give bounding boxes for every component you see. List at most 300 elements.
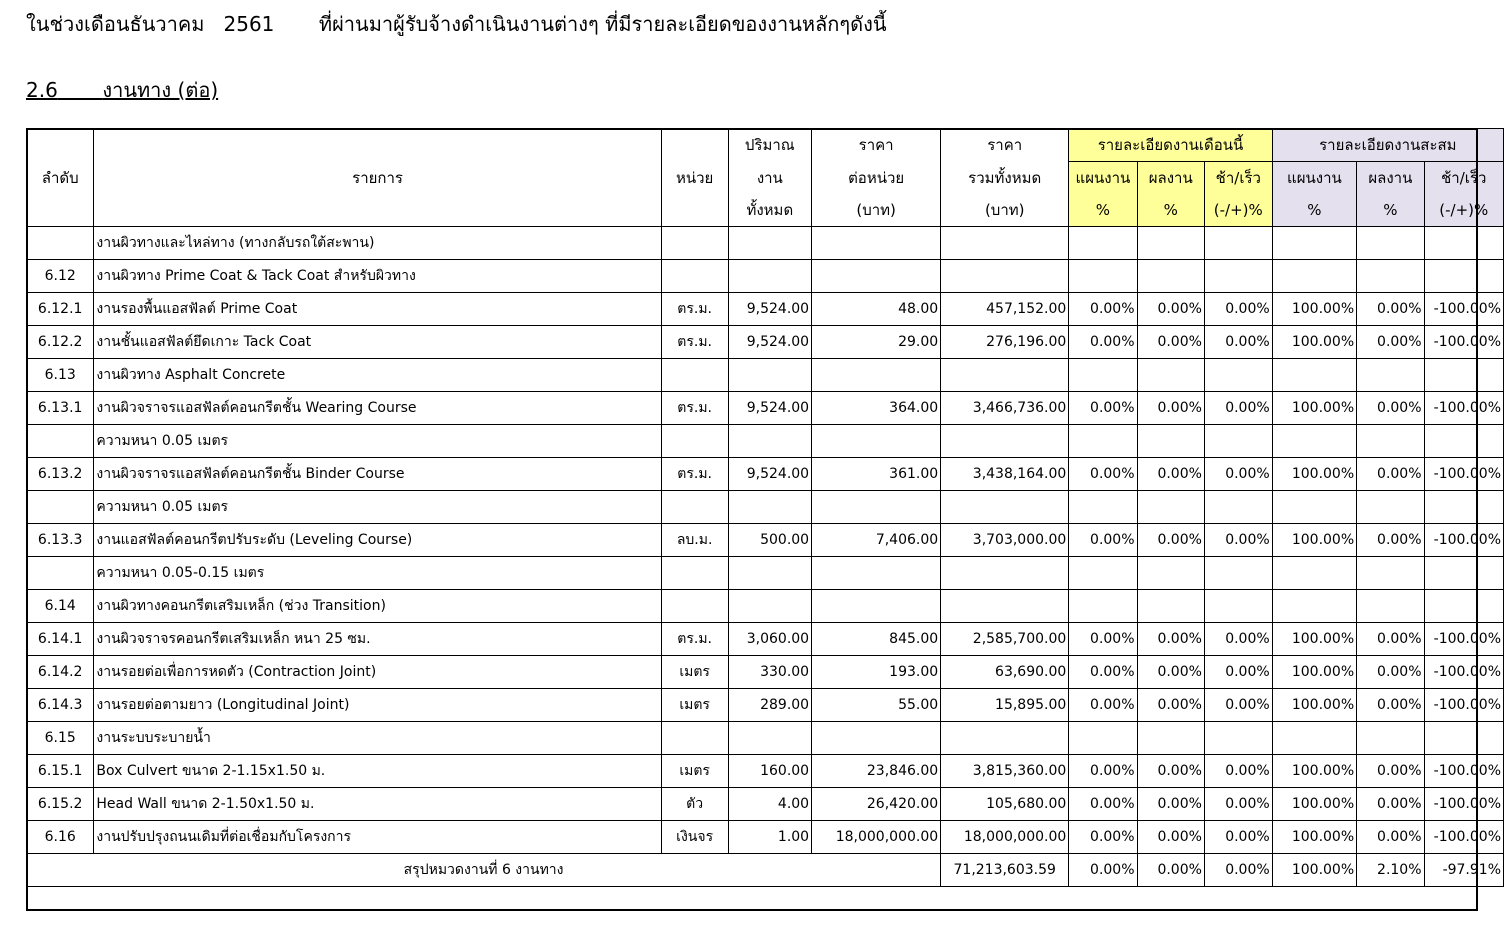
row-item-extra: [419, 425, 662, 458]
row-item: งานผิวทาง Asphalt Concrete: [94, 359, 419, 392]
row-total-price: [941, 557, 1069, 590]
row-item: งานผิวทาง Prime Coat & Tack Coat สำหรับผิวทาง: [94, 260, 419, 293]
row-month-plan: 0.00%: [1069, 623, 1137, 656]
row-month-plan: 0.00%: [1069, 326, 1137, 359]
header-no: ลำดับ: [27, 129, 94, 227]
row-cum-plan: 100.00%: [1272, 293, 1356, 326]
row-number: 6.12.1: [27, 293, 94, 326]
row-cum-diff: [1424, 590, 1503, 623]
header-cum-result-pct: %: [1357, 194, 1424, 227]
row-unit: เมตร: [661, 755, 728, 788]
row-item: งานผิวทางและไหล่ทาง (ทางกลับรถใต้สะพาน): [94, 227, 419, 260]
row-month-result: 0.00%: [1137, 326, 1204, 359]
row-unit: เมตร: [661, 689, 728, 722]
row-cum-diff: -100.00%: [1424, 458, 1503, 491]
row-total-price: [941, 491, 1069, 524]
row-item: ความหนา 0.05-0.15 เมตร: [94, 557, 419, 590]
row-month-diff: [1204, 359, 1272, 392]
row-cum-diff: -100.00%: [1424, 689, 1503, 722]
header-month-plan: แผนงาน: [1069, 162, 1137, 195]
header-qty-3: ทั้งหมด: [728, 194, 812, 227]
row-unit: [661, 425, 728, 458]
row-item-extra: [419, 590, 662, 623]
header-month-group: รายละเอียดงานเดือนนี้: [1069, 129, 1272, 162]
summary-total: 71,213,603.59: [941, 854, 1069, 887]
row-month-diff: 0.00%: [1204, 623, 1272, 656]
row-cum-result: [1357, 491, 1424, 524]
row-item-extra: [419, 326, 662, 359]
header-price-1: ราคา: [812, 129, 941, 162]
row-cum-plan: 100.00%: [1272, 392, 1356, 425]
row-cum-diff: [1424, 260, 1503, 293]
row-total-price: [941, 359, 1069, 392]
row-cum-plan: 100.00%: [1272, 623, 1356, 656]
table-row: [27, 227, 1504, 260]
row-unit: ตร.ม.: [661, 458, 728, 491]
row-cum-plan: [1272, 722, 1356, 755]
row-unit: [661, 557, 728, 590]
row-month-diff: [1204, 491, 1272, 524]
row-month-diff: 0.00%: [1204, 524, 1272, 557]
row-number: [27, 491, 94, 524]
row-quantity: 160.00: [728, 755, 812, 788]
row-month-diff: 0.00%: [1204, 326, 1272, 359]
row-item-extra: [419, 623, 662, 656]
row-item-extra: [419, 293, 662, 326]
row-month-result: [1137, 425, 1204, 458]
table-row: [27, 326, 1504, 359]
row-month-diff: [1204, 722, 1272, 755]
row-cum-result: [1357, 557, 1424, 590]
summary-m-res: 0.00%: [1137, 854, 1204, 887]
table-row: [27, 359, 1504, 392]
row-unit-price: [812, 590, 941, 623]
row-quantity: 330.00: [728, 656, 812, 689]
table-row: [27, 590, 1504, 623]
row-cum-diff: -100.00%: [1424, 656, 1503, 689]
row-unit: ตร.ม.: [661, 326, 728, 359]
row-cum-diff: [1424, 557, 1503, 590]
row-quantity: [728, 227, 812, 260]
row-cum-result: 0.00%: [1357, 392, 1424, 425]
row-item: Box Culvert ขนาด 2-1.15x1.50 ม.: [94, 755, 419, 788]
row-month-result: [1137, 557, 1204, 590]
row-month-plan: 0.00%: [1069, 293, 1137, 326]
row-total-price: 276,196.00: [941, 326, 1069, 359]
row-item-extra: [419, 755, 662, 788]
row-cum-plan: [1272, 359, 1356, 392]
row-unit: ตร.ม.: [661, 623, 728, 656]
table-row: [27, 755, 1504, 788]
row-number: [27, 227, 94, 260]
row-month-plan: 0.00%: [1069, 392, 1137, 425]
header-price-2: ต่อหน่วย: [812, 162, 941, 195]
row-cum-plan: 100.00%: [1272, 458, 1356, 491]
header-cum-result: ผลงาน: [1357, 162, 1424, 195]
row-unit-price: [812, 359, 941, 392]
row-cum-result: 0.00%: [1357, 524, 1424, 557]
table-row: [27, 788, 1504, 821]
header-month-result: ผลงาน: [1137, 162, 1204, 195]
row-cum-result: [1357, 359, 1424, 392]
header-total-1: ราคา: [941, 129, 1069, 162]
row-total-price: [941, 590, 1069, 623]
row-month-diff: 0.00%: [1204, 821, 1272, 854]
row-month-diff: 0.00%: [1204, 656, 1272, 689]
row-cum-result: [1357, 260, 1424, 293]
row-unit: [661, 359, 728, 392]
row-number: 6.15.2: [27, 788, 94, 821]
row-number: [27, 557, 94, 590]
row-month-result: [1137, 227, 1204, 260]
row-quantity: [728, 491, 812, 524]
row-item-extra: [419, 392, 662, 425]
progress-table: [26, 128, 1504, 887]
row-total-price: 3,815,360.00: [941, 755, 1069, 788]
row-month-diff: 0.00%: [1204, 458, 1272, 491]
document-header: ในช่วงเดือนธันวาคม 2561 ที่ผ่านมาผู้รับจ้างดำเนินงานต่างๆ ที่มีรายละเอียดของงานหลักๆดังนี้: [26, 12, 887, 36]
summary-c-res: 2.10%: [1357, 854, 1424, 887]
row-month-result: 0.00%: [1137, 293, 1204, 326]
summary-label: สรุปหมวดงานที่ 6 งานทาง: [27, 854, 941, 887]
row-month-plan: 0.00%: [1069, 524, 1137, 557]
row-quantity: [728, 260, 812, 293]
row-total-price: 18,000,000.00: [941, 821, 1069, 854]
row-month-result: 0.00%: [1137, 656, 1204, 689]
row-item-extra: [419, 227, 662, 260]
row-month-result: [1137, 590, 1204, 623]
row-cum-diff: -100.00%: [1424, 821, 1503, 854]
row-quantity: [728, 359, 812, 392]
row-item: งานผิวทางคอนกรีตเสริมเหล็ก (ช่วง Transition): [94, 590, 419, 623]
row-cum-diff: -100.00%: [1424, 623, 1503, 656]
row-total-price: 15,895.00: [941, 689, 1069, 722]
row-item: ความหนา 0.05 เมตร: [94, 491, 419, 524]
row-number: 6.15.1: [27, 755, 94, 788]
row-quantity: 9,524.00: [728, 326, 812, 359]
row-cum-diff: -100.00%: [1424, 293, 1503, 326]
row-unit-price: [812, 491, 941, 524]
row-unit-price: 361.00: [812, 458, 941, 491]
row-cum-diff: [1424, 359, 1503, 392]
row-quantity: 500.00: [728, 524, 812, 557]
header-cumulative-group: รายละเอียดงานสะสม: [1272, 129, 1503, 162]
row-total-price: 2,585,700.00: [941, 623, 1069, 656]
row-number: 6.14.2: [27, 656, 94, 689]
row-total-price: [941, 722, 1069, 755]
row-unit-price: 364.00: [812, 392, 941, 425]
header-qty-2: งาน: [728, 162, 812, 195]
row-item-extra: [419, 656, 662, 689]
row-item: งานรอยต่อเพื่อการหดตัว (Contraction Joint): [94, 656, 419, 689]
section-name: งานทาง (ต่อ): [102, 78, 219, 102]
row-cum-plan: 100.00%: [1272, 524, 1356, 557]
row-month-plan: 0.00%: [1069, 458, 1137, 491]
row-unit: [661, 491, 728, 524]
table-row: [27, 458, 1504, 491]
row-cum-plan: 100.00%: [1272, 326, 1356, 359]
row-number: 6.15: [27, 722, 94, 755]
summary-row: [27, 854, 1504, 887]
row-month-diff: [1204, 425, 1272, 458]
row-unit: เมตร: [661, 656, 728, 689]
row-cum-plan: 100.00%: [1272, 821, 1356, 854]
row-item-extra: [419, 557, 662, 590]
row-cum-diff: -100.00%: [1424, 392, 1503, 425]
table-row: [27, 689, 1504, 722]
row-month-diff: [1204, 260, 1272, 293]
row-cum-diff: [1424, 425, 1503, 458]
row-month-diff: 0.00%: [1204, 689, 1272, 722]
header-total-2: รวมทั้งหมด: [941, 162, 1069, 195]
row-month-result: 0.00%: [1137, 458, 1204, 491]
row-unit-price: [812, 722, 941, 755]
row-item-extra: [419, 458, 662, 491]
row-cum-result: 0.00%: [1357, 788, 1424, 821]
row-cum-result: 0.00%: [1357, 689, 1424, 722]
header-qty-1: ปริมาณ: [728, 129, 812, 162]
row-unit-price: 845.00: [812, 623, 941, 656]
row-number: 6.12: [27, 260, 94, 293]
row-unit-price: 7,406.00: [812, 524, 941, 557]
header-unit: หน่วย: [661, 129, 728, 227]
row-total-price: 105,680.00: [941, 788, 1069, 821]
row-month-result: [1137, 491, 1204, 524]
header-month-diff: ช้า/เร็ว: [1204, 162, 1272, 195]
row-cum-plan: 100.00%: [1272, 788, 1356, 821]
row-month-result: [1137, 722, 1204, 755]
row-month-plan: 0.00%: [1069, 821, 1137, 854]
row-number: 6.16: [27, 821, 94, 854]
header-month-result-pct: %: [1137, 194, 1204, 227]
row-quantity: 289.00: [728, 689, 812, 722]
table-row: [27, 623, 1504, 656]
summary-m-diff: 0.00%: [1204, 854, 1272, 887]
row-unit-price: 18,000,000.00: [812, 821, 941, 854]
row-number: [27, 425, 94, 458]
row-total-price: 3,466,736.00: [941, 392, 1069, 425]
row-unit: เงินจร: [661, 821, 728, 854]
row-item-extra: [419, 722, 662, 755]
row-item-extra: [419, 524, 662, 557]
row-item: งานผิวจราจรคอนกรีตเสริมเหล็ก หนา 25 ซม.: [94, 623, 419, 656]
header-total-3: (บาท): [941, 194, 1069, 227]
row-total-price: [941, 425, 1069, 458]
row-quantity: 9,524.00: [728, 392, 812, 425]
header-month-plan-pct: %: [1069, 194, 1137, 227]
header-price-3: (บาท): [812, 194, 941, 227]
section-title: [26, 74, 218, 106]
summary-m-plan: 0.00%: [1069, 854, 1137, 887]
row-month-result: 0.00%: [1137, 392, 1204, 425]
row-month-plan: [1069, 722, 1137, 755]
row-cum-plan: [1272, 260, 1356, 293]
row-item-extra: [419, 821, 662, 854]
row-number: 6.13.2: [27, 458, 94, 491]
row-total-price: 457,152.00: [941, 293, 1069, 326]
row-quantity: [728, 557, 812, 590]
row-month-diff: 0.00%: [1204, 788, 1272, 821]
row-cum-result: 0.00%: [1357, 623, 1424, 656]
row-month-plan: [1069, 260, 1137, 293]
row-total-price: 3,438,164.00: [941, 458, 1069, 491]
row-month-plan: 0.00%: [1069, 689, 1137, 722]
table-row: [27, 524, 1504, 557]
row-quantity: 3,060.00: [728, 623, 812, 656]
row-cum-diff: -100.00%: [1424, 788, 1503, 821]
summary-c-diff: -97.91%: [1424, 854, 1503, 887]
row-item: งานชั้นแอสฟัลต์ยึดเกาะ Tack Coat: [94, 326, 419, 359]
row-month-diff: [1204, 557, 1272, 590]
row-item: Head Wall ขนาด 2-1.50x1.50 ม.: [94, 788, 419, 821]
row-quantity: [728, 722, 812, 755]
row-cum-result: 0.00%: [1357, 326, 1424, 359]
row-cum-diff: -100.00%: [1424, 755, 1503, 788]
table-row: [27, 392, 1504, 425]
row-number: 6.13.1: [27, 392, 94, 425]
header-cum-diff: ช้า/เร็ว: [1424, 162, 1503, 195]
row-month-plan: [1069, 359, 1137, 392]
row-unit-price: 29.00: [812, 326, 941, 359]
row-cum-plan: 100.00%: [1272, 755, 1356, 788]
row-item: งานระบบระบายน้ำ: [94, 722, 419, 755]
row-unit: ตร.ม.: [661, 392, 728, 425]
section-number: 2.6: [26, 78, 58, 102]
row-month-diff: [1204, 227, 1272, 260]
row-number: 6.13: [27, 359, 94, 392]
row-month-plan: [1069, 590, 1137, 623]
row-unit-price: [812, 260, 941, 293]
row-unit-price: 48.00: [812, 293, 941, 326]
row-month-plan: [1069, 491, 1137, 524]
row-month-plan: [1069, 227, 1137, 260]
row-unit: ตร.ม.: [661, 293, 728, 326]
row-number: 6.13.3: [27, 524, 94, 557]
row-cum-diff: -100.00%: [1424, 326, 1503, 359]
header-row-1: [27, 129, 1504, 162]
row-cum-diff: [1424, 491, 1503, 524]
row-number: 6.14: [27, 590, 94, 623]
row-cum-plan: 100.00%: [1272, 656, 1356, 689]
row-cum-result: 0.00%: [1357, 458, 1424, 491]
row-cum-result: 0.00%: [1357, 755, 1424, 788]
header-cum-plan: แผนงาน: [1272, 162, 1356, 195]
row-month-diff: 0.00%: [1204, 293, 1272, 326]
row-cum-result: [1357, 425, 1424, 458]
row-cum-plan: [1272, 590, 1356, 623]
row-total-price: 3,703,000.00: [941, 524, 1069, 557]
row-month-plan: 0.00%: [1069, 788, 1137, 821]
row-unit: ลบ.ม.: [661, 524, 728, 557]
row-cum-diff: -100.00%: [1424, 524, 1503, 557]
row-month-diff: 0.00%: [1204, 392, 1272, 425]
row-item: งานผิวจราจรแอสฟัลต์คอนกรีตชั้น Wearing Course: [94, 392, 419, 425]
row-month-result: 0.00%: [1137, 755, 1204, 788]
row-month-result: [1137, 260, 1204, 293]
header-cum-plan-pct: %: [1272, 194, 1356, 227]
table-row: [27, 425, 1504, 458]
table-row: [27, 821, 1504, 854]
row-unit-price: 23,846.00: [812, 755, 941, 788]
table-row: [27, 557, 1504, 590]
row-cum-result: [1357, 590, 1424, 623]
row-month-result: 0.00%: [1137, 821, 1204, 854]
table-row: [27, 656, 1504, 689]
row-cum-result: [1357, 722, 1424, 755]
table-row: [27, 293, 1504, 326]
row-month-result: 0.00%: [1137, 524, 1204, 557]
row-item: ความหนา 0.05 เมตร: [94, 425, 419, 458]
row-unit-price: [812, 227, 941, 260]
header-month-diff-pct: (-/+)%: [1204, 194, 1272, 227]
row-month-result: 0.00%: [1137, 623, 1204, 656]
row-month-result: [1137, 359, 1204, 392]
row-item: งานรองพื้นแอสฟัลต์ Prime Coat: [94, 293, 419, 326]
row-unit-price: 26,420.00: [812, 788, 941, 821]
row-month-diff: 0.00%: [1204, 755, 1272, 788]
row-total-price: 63,690.00: [941, 656, 1069, 689]
row-unit: [661, 260, 728, 293]
header-cum-diff-pct: (-/+)%: [1424, 194, 1503, 227]
row-cum-result: 0.00%: [1357, 656, 1424, 689]
row-cum-plan: [1272, 491, 1356, 524]
row-month-plan: 0.00%: [1069, 755, 1137, 788]
row-cum-plan: 100.00%: [1272, 689, 1356, 722]
table-row: [27, 722, 1504, 755]
table-row: [27, 491, 1504, 524]
row-item: งานผิวจราจรแอสฟัลต์คอนกรีตชั้น Binder Course: [94, 458, 419, 491]
row-unit-price: 193.00: [812, 656, 941, 689]
row-month-diff: [1204, 590, 1272, 623]
summary-c-plan: 100.00%: [1272, 854, 1356, 887]
row-unit: [661, 227, 728, 260]
row-item: งานปรับปรุงถนนเดิมที่ต่อเชื่อมกับโครงการ: [94, 821, 419, 854]
row-cum-result: 0.00%: [1357, 293, 1424, 326]
row-quantity: [728, 590, 812, 623]
row-month-plan: [1069, 557, 1137, 590]
row-month-result: 0.00%: [1137, 788, 1204, 821]
row-item-extra: [419, 491, 662, 524]
row-number: 6.14.3: [27, 689, 94, 722]
row-cum-result: [1357, 227, 1424, 260]
row-unit-price: [812, 557, 941, 590]
row-total-price: [941, 227, 1069, 260]
row-unit-price: [812, 425, 941, 458]
row-total-price: [941, 260, 1069, 293]
row-cum-diff: [1424, 227, 1503, 260]
row-number: 6.14.1: [27, 623, 94, 656]
row-quantity: 4.00: [728, 788, 812, 821]
row-item: งานแอสฟัลต์คอนกรีตปรับระดับ (Leveling Course): [94, 524, 419, 557]
row-cum-plan: [1272, 557, 1356, 590]
row-quantity: 9,524.00: [728, 458, 812, 491]
row-quantity: 9,524.00: [728, 293, 812, 326]
row-unit: ตัว: [661, 788, 728, 821]
row-item-extra: [419, 788, 662, 821]
row-cum-plan: [1272, 425, 1356, 458]
header-item: รายการ: [94, 129, 661, 227]
row-month-result: 0.00%: [1137, 689, 1204, 722]
row-item-extra: [419, 359, 662, 392]
row-unit-price: 55.00: [812, 689, 941, 722]
row-unit: [661, 590, 728, 623]
row-item: งานรอยต่อตามยาว (Longitudinal Joint): [94, 689, 419, 722]
row-item-extra: [419, 689, 662, 722]
row-number: 6.12.2: [27, 326, 94, 359]
row-month-plan: 0.00%: [1069, 656, 1137, 689]
row-quantity: [728, 425, 812, 458]
row-month-plan: [1069, 425, 1137, 458]
